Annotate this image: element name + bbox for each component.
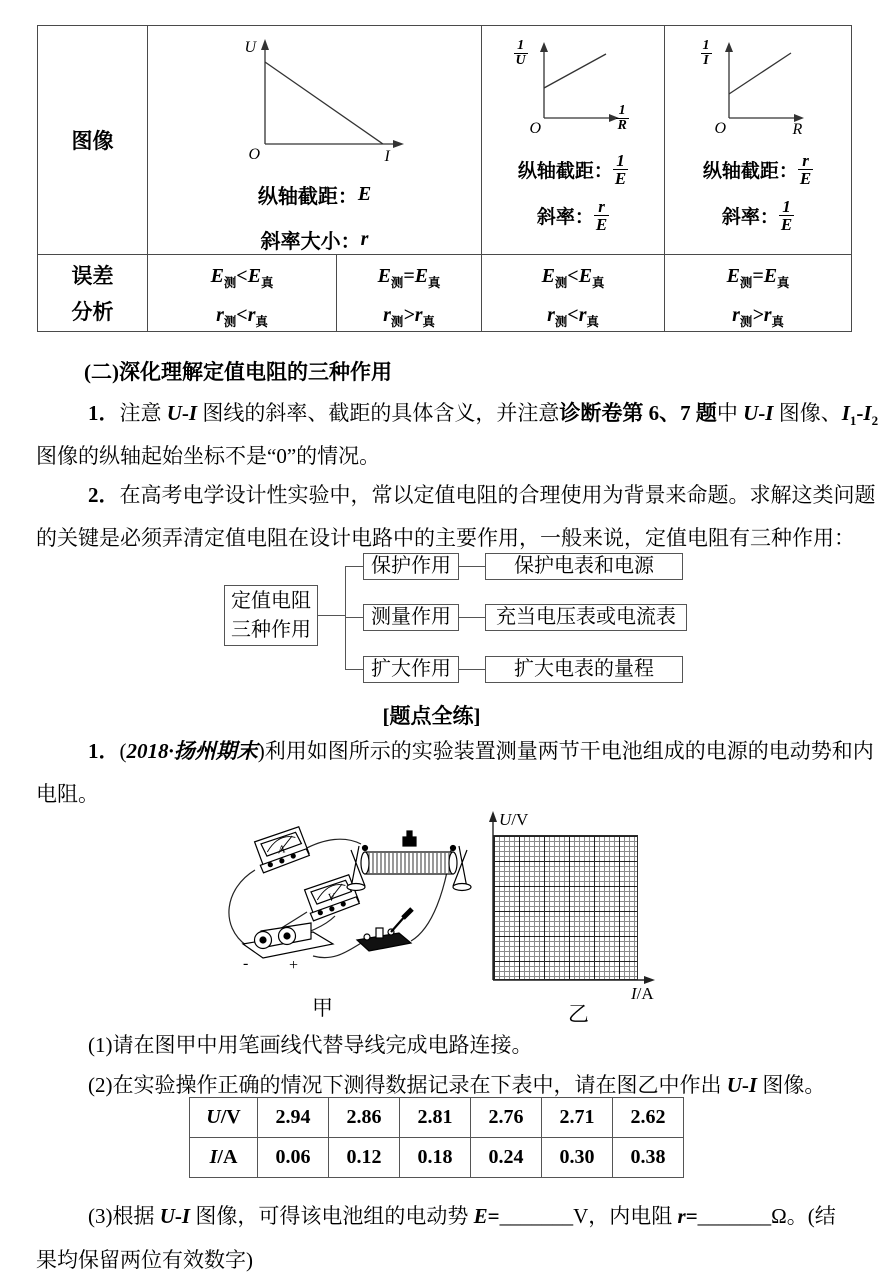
text-segment: 测	[223, 315, 237, 329]
text-segment: =	[487, 1204, 500, 1228]
error-cell-4	[665, 255, 852, 332]
voltage-value: 2.71	[542, 1098, 613, 1138]
current-value: 0.24	[471, 1138, 542, 1178]
text-segment: _______	[697, 1204, 772, 1228]
graph-ui	[205, 34, 425, 165]
summary-table	[37, 25, 852, 332]
graph-1u-1r-cell	[482, 26, 665, 255]
branch-protect: 保护作用	[363, 553, 459, 580]
intercept-fraction: $\frac{1}{E}$	[614, 151, 627, 189]
error-cell-3	[482, 255, 665, 332]
wire	[229, 870, 255, 946]
text-segment: U	[499, 810, 512, 829]
text-segment: E	[473, 1204, 488, 1228]
text-segment: 图像。	[757, 1073, 826, 1097]
root-line1: 定值电阻	[231, 590, 311, 612]
graph-ui-intercept-caption	[148, 180, 481, 209]
root-line2: 三种作用	[231, 619, 311, 641]
error-r	[482, 304, 664, 330]
slope-label: 斜率：	[536, 206, 594, 228]
intercept-value: E	[357, 183, 372, 205]
text-segment: 测	[223, 276, 237, 290]
text-segment: -	[741, 1073, 749, 1097]
battery-holder-icon	[243, 923, 333, 974]
text-segment: 图像，可得该电池组的电动势	[190, 1204, 474, 1228]
text-segment: 注意	[119, 401, 167, 425]
text-segment: U	[743, 401, 759, 425]
text-segment: r	[414, 304, 423, 326]
text-segment: 2	[871, 413, 878, 429]
graph-1i-slope-caption	[665, 198, 851, 234]
current-value: 0.30	[542, 1138, 613, 1178]
y-arrow-icon	[261, 39, 269, 50]
voltage-value: 2.94	[258, 1098, 329, 1138]
intercept-label: 纵轴截距：	[257, 186, 358, 208]
x-arrow-icon	[644, 976, 655, 984]
voltage-row	[190, 1098, 684, 1138]
text-segment: 在高考电学设计性实验中，常以定值电阻的合理使用为背景来命题。求解这类问题	[119, 483, 876, 507]
error-emf	[148, 265, 336, 291]
practice-title: [题点全练]	[382, 704, 481, 728]
section-heading	[84, 358, 392, 386]
desc-protect: 保护电表和电源	[485, 553, 683, 580]
text-segment: 真	[422, 315, 435, 329]
text-segment: 真	[771, 315, 784, 329]
text-segment: <	[567, 265, 579, 287]
branch-measure: 测量作用	[363, 604, 459, 631]
text-segment: 真	[255, 315, 268, 329]
dash-extend	[459, 669, 485, 670]
text-segment: 真	[777, 276, 790, 290]
text-segment: -	[174, 1204, 182, 1228]
battery-plus-label: +	[289, 957, 299, 974]
subquestion-1	[88, 1031, 533, 1059]
graph-1u-origin: O	[529, 120, 542, 137]
battery-minus-label: -	[243, 955, 249, 972]
text-segment: I	[188, 401, 198, 425]
current-header	[190, 1138, 258, 1178]
figure-yi-label: 乙	[568, 1002, 589, 1026]
text-segment: 测	[739, 315, 753, 329]
graph-1u-intercept-caption	[482, 152, 664, 188]
text-segment: 电阻。	[36, 782, 99, 806]
text-segment: 测	[554, 315, 568, 329]
error-r	[665, 304, 851, 330]
error-r	[337, 304, 481, 330]
text-segment: 测	[739, 276, 753, 290]
text-segment: /V	[511, 810, 529, 829]
text-segment: I	[631, 984, 637, 1003]
text-segment: =	[685, 1204, 698, 1228]
text-segment: -	[758, 401, 766, 425]
text-segment: r	[677, 1204, 686, 1228]
text-segment: 真	[261, 276, 274, 290]
y-arrow-icon	[540, 42, 548, 52]
apparatus-figure	[185, 810, 495, 1010]
text-segment: E	[541, 265, 555, 287]
summary-row2-label	[38, 255, 148, 332]
connector-branch2	[346, 617, 363, 618]
text-segment: 真	[592, 276, 605, 290]
question1-line1	[88, 737, 874, 765]
y-arrow-icon	[725, 42, 733, 52]
text-segment: =	[403, 265, 415, 287]
desc-extend: 扩大电表的量程	[485, 656, 683, 683]
graph-ui-axes	[205, 34, 425, 162]
graph-1i-intercept-caption	[665, 152, 851, 188]
grid-xlabel	[631, 984, 654, 1004]
branch-extend: 扩大作用	[363, 656, 459, 683]
slope-label: 斜率大小：	[260, 231, 361, 253]
graph-ui-cell	[148, 26, 482, 255]
text-segment: >	[403, 304, 415, 326]
slope-fraction: $\frac{r}{E}$	[595, 196, 608, 234]
text-segment: 真	[586, 315, 599, 329]
point2-line1	[88, 481, 876, 509]
error-emf	[482, 265, 664, 291]
ascending-line	[729, 53, 791, 94]
text-segment: r	[763, 304, 772, 326]
voltage-value: 2.86	[329, 1098, 400, 1138]
graph-1i-r-cell	[665, 26, 852, 255]
summary-row1-label: 图像	[38, 26, 148, 255]
graph-1u-slope-caption	[482, 198, 664, 234]
text-segment: I	[748, 1073, 758, 1097]
text-segment: /V	[220, 1106, 241, 1128]
text-segment: <	[236, 304, 248, 326]
text-segment: (1)请在图甲中用笔画线代替导线完成电路连接。	[88, 1033, 533, 1057]
error-r	[148, 304, 336, 330]
text-segment: 测	[390, 276, 404, 290]
dash-measure	[459, 617, 485, 618]
text-segment: r	[578, 304, 587, 326]
graph-1i-xlabel: R	[792, 121, 803, 138]
voltmeter-label: V	[327, 891, 336, 905]
text-segment: /A	[217, 1146, 238, 1168]
text-segment: 果均保留两位有效数字)	[36, 1248, 253, 1272]
text-segment: 诊断卷第 6、7 题	[559, 401, 717, 425]
grid-axes	[478, 806, 678, 1006]
text-segment: U	[726, 1073, 742, 1097]
graph-ui-origin: O	[248, 146, 261, 163]
text-segment: (3)根据	[88, 1204, 160, 1228]
text-segment: -	[181, 401, 189, 425]
text-segment: <	[236, 265, 248, 287]
text-segment: E	[414, 265, 429, 287]
error-label-line2: 分析	[71, 300, 114, 324]
slope-label: 斜率：	[721, 206, 779, 228]
graph-1i-origin: O	[714, 120, 727, 137]
wire	[303, 839, 361, 850]
intercept-label: 纵轴截距：	[517, 161, 613, 183]
text-segment: 1．	[88, 739, 120, 763]
text-segment: E	[726, 265, 740, 287]
graph-1u-ylabel: $\frac{1}{U}$	[515, 38, 526, 68]
text-segment: -	[856, 401, 864, 425]
current-value: 0.18	[400, 1138, 471, 1178]
point2-line2	[36, 524, 855, 552]
subquestion-2	[88, 1071, 825, 1099]
slope-fraction: $\frac{1}{E}$	[780, 196, 793, 234]
text-segment: E	[377, 265, 391, 287]
ammeter-icon	[253, 826, 311, 874]
graph-ui-slope-caption	[148, 225, 481, 254]
rheostat-icon	[347, 831, 471, 891]
text-segment: 的关键是必须弄清定值电阻在设计电路中的主要作用，一般来说，定值电阻有三种作用：	[36, 526, 855, 550]
subquestion-3-line2	[36, 1246, 253, 1274]
error-cell-2	[337, 255, 482, 332]
text-segment: I	[181, 1204, 191, 1228]
text-segment: r	[247, 304, 256, 326]
text-segment: >	[752, 304, 764, 326]
text-segment: (2)在实验操作正确的情况下测得数据记录在下表中，请在图乙中作出	[88, 1073, 727, 1097]
text-segment: E	[763, 265, 778, 287]
text-segment: E	[578, 265, 593, 287]
text-segment: (二)深化理解定值电阻的三种作用	[84, 360, 392, 384]
subquestion-3-line1	[88, 1202, 836, 1230]
text-segment: U	[159, 1204, 175, 1228]
graph-ui-xlabel: I	[384, 148, 390, 165]
connector-root	[318, 615, 345, 616]
text-segment: 测	[390, 315, 404, 329]
intercept-label: 纵轴截距：	[702, 161, 798, 183]
grid-ylabel	[499, 810, 528, 830]
error-emf	[665, 265, 851, 291]
text-segment: =	[752, 265, 764, 287]
error-label-line1: 误差	[71, 264, 114, 288]
text-segment: 图像的纵轴起始坐标不是“0”的情况。	[36, 444, 381, 468]
text-segment: 2018·扬州期末	[126, 739, 258, 763]
text-segment: 1．	[88, 401, 120, 425]
text-segment: )利用如图所示的实验装置测量两节干电池组成的电源的电动势和内	[257, 739, 874, 763]
voltage-value: 2.81	[400, 1098, 471, 1138]
text-segment: 测	[554, 276, 568, 290]
figure-jia-label: 甲	[312, 996, 333, 1020]
current-value: 0.06	[258, 1138, 329, 1178]
text-segment: U	[206, 1106, 221, 1128]
text-segment: E	[210, 265, 224, 287]
text-segment: _______	[499, 1204, 574, 1228]
text-segment: 中	[716, 401, 744, 425]
graph-ui-ylabel: U	[244, 39, 257, 56]
ascending-line	[544, 54, 606, 88]
text-segment: I	[863, 401, 872, 425]
ui-descending-line	[265, 62, 383, 144]
slope-value: r	[360, 228, 369, 250]
text-segment: Ω。(结	[771, 1204, 836, 1228]
text-segment: 1	[849, 413, 857, 429]
graph-1i-r	[691, 38, 826, 138]
ammeter-label: A	[277, 843, 286, 857]
graph-1u-xlabel: $\frac{1}{R}$	[617, 103, 627, 133]
text-segment: V，内电阻	[573, 1204, 678, 1228]
point1-line1	[88, 399, 878, 435]
text-segment: r	[383, 304, 391, 326]
connector-branch3	[346, 669, 363, 670]
current-row	[190, 1138, 684, 1178]
voltage-header	[190, 1098, 258, 1138]
text-segment: 图线的斜率、截距的具体含义，并注意	[197, 401, 560, 425]
text-segment: I	[841, 401, 850, 425]
graph-1u-1r	[506, 38, 641, 138]
current-value: 0.38	[613, 1138, 684, 1178]
text-segment: U	[166, 401, 182, 425]
desc-measure: 充当电压表或电流表	[485, 604, 687, 631]
error-emf	[337, 265, 481, 291]
switch-icon	[357, 909, 412, 951]
text-segment: <	[567, 304, 579, 326]
text-segment: I	[209, 1146, 218, 1168]
connector-branch1	[346, 566, 363, 567]
text-segment: r	[732, 304, 740, 326]
x-arrow-icon	[393, 140, 404, 148]
text-segment: I	[765, 401, 774, 425]
text-segment: 真	[428, 276, 441, 290]
text-segment: 图像、	[773, 401, 842, 425]
text-segment: r	[547, 304, 555, 326]
text-segment: /A	[636, 984, 654, 1003]
text-segment: (	[119, 739, 127, 763]
point1-line2	[36, 442, 380, 470]
text-segment: E	[247, 265, 262, 287]
intercept-fraction: $\frac{r}{E}$	[799, 151, 812, 189]
current-value: 0.12	[329, 1138, 400, 1178]
dash-protect	[459, 566, 485, 567]
voltage-value: 2.76	[471, 1098, 542, 1138]
text-segment: r	[216, 304, 224, 326]
voltage-value: 2.62	[613, 1098, 684, 1138]
question1-line2	[36, 780, 99, 808]
data-table	[189, 1097, 684, 1178]
text-segment: 2．	[88, 483, 120, 507]
graph-1i-ylabel: $\frac{1}{I}$	[702, 38, 710, 68]
flowchart-root	[224, 585, 318, 646]
error-cell-1	[148, 255, 337, 332]
y-arrow-icon	[489, 811, 497, 822]
